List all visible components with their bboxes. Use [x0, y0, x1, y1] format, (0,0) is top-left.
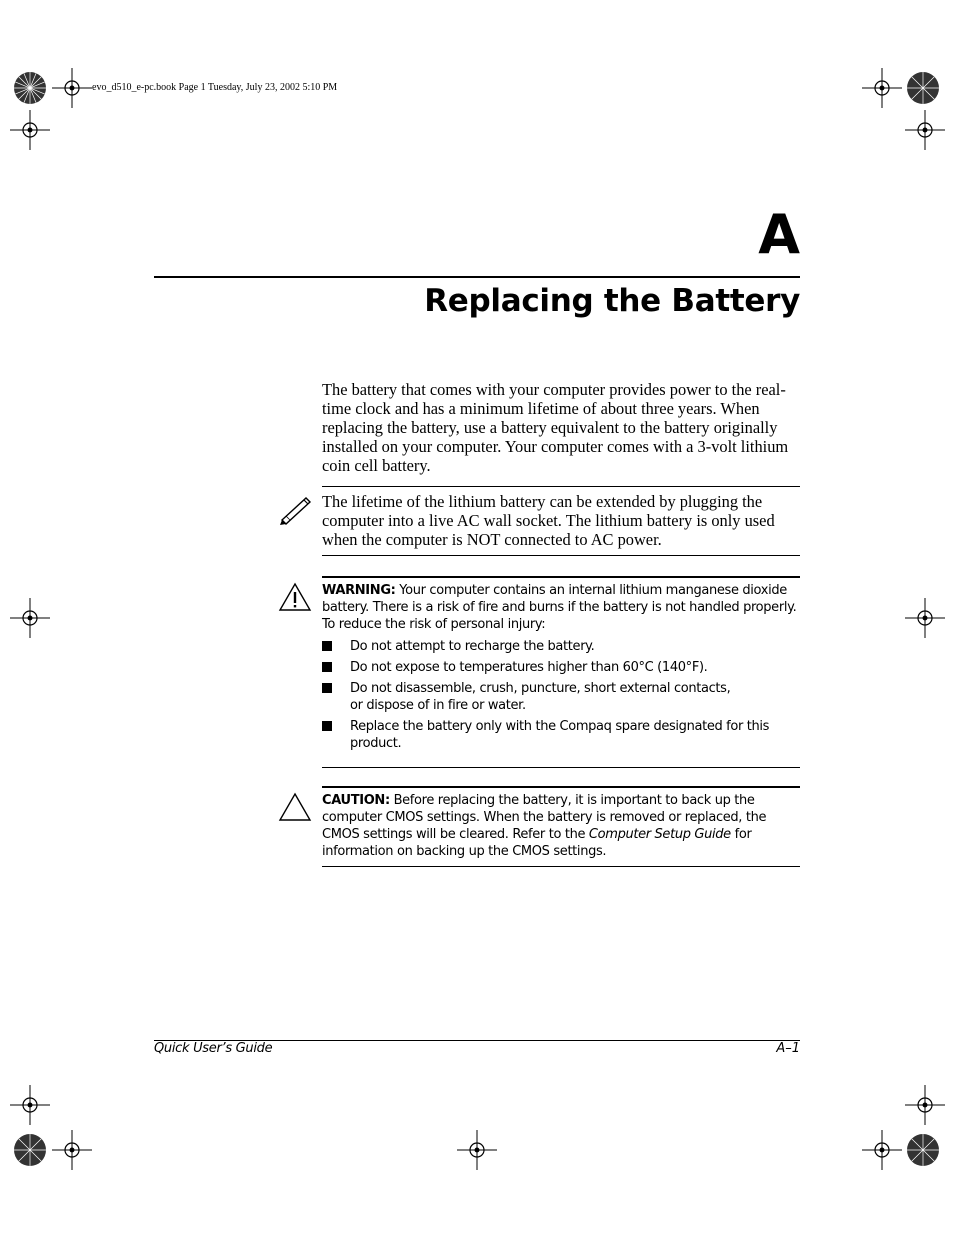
- intro-paragraph: The battery that comes with your computer provides power to the real-time clock and has a minimum lifetime of about three years. When replacing the battery, use a battery equivalent to the battery originally installed on your computer. Your computer comes with a 3-volt lithium coin cell battery.: [322, 380, 789, 475]
- registration-starburst-icon: [903, 1130, 943, 1170]
- warning-label: WARNING:: [322, 583, 396, 598]
- registration-crosshair-icon: [52, 68, 92, 108]
- registration-crosshair-icon: [905, 1085, 945, 1125]
- pencil-note-icon: [278, 496, 314, 526]
- registration-starburst-icon: [10, 68, 50, 108]
- chapter-title: Replacing the Battery: [424, 283, 800, 319]
- chapter-letter: A: [758, 203, 800, 266]
- list-item: Do not expose to temperatures higher than 60°C (140°F).: [322, 659, 800, 676]
- footer-guide-title: Quick User’s Guide: [154, 1041, 273, 1056]
- registration-starburst-icon: [903, 68, 943, 108]
- registration-crosshair-icon: [905, 110, 945, 150]
- registration-crosshair-icon: [862, 1130, 902, 1170]
- warning-triangle-icon: [278, 582, 312, 612]
- caution-bottom-rule: [322, 866, 800, 867]
- guide-name: Computer Setup Guide: [588, 827, 731, 842]
- registration-starburst-icon: [10, 1130, 50, 1170]
- registration-crosshair-icon: [862, 68, 902, 108]
- registration-crosshair-icon: [52, 1130, 92, 1170]
- caution-label: CAUTION:: [322, 793, 390, 808]
- warning-bottom-rule: [322, 767, 800, 768]
- warning-top-rule: [322, 576, 800, 578]
- page-number: A–1: [776, 1041, 800, 1056]
- warning-paragraph: [322, 582, 800, 633]
- bullet-square-icon: [322, 721, 332, 731]
- registration-crosshair-icon: [10, 1085, 50, 1125]
- note-bottom-rule: [322, 555, 800, 556]
- bullet-square-icon: [322, 641, 332, 651]
- note-top-rule: [322, 486, 800, 487]
- warning-list: [322, 638, 800, 756]
- registration-crosshair-icon: [10, 110, 50, 150]
- note-text: The lifetime of the lithium battery can be extended by plugging the computer into a live AC wall socket. The lithium battery is only used when the computer is NOT connected to AC power.: [322, 492, 775, 549]
- bullet-square-icon: [322, 683, 332, 693]
- caution-top-rule: [322, 786, 800, 788]
- caution-triangle-icon: [278, 792, 312, 822]
- registration-crosshair-icon: [905, 598, 945, 638]
- caution-paragraph: CAUTION: Before replacing the battery, it is important to back up the computer CMOS settings. When the battery is removed or replaced, the CMOS settings will be cleared. Refer to the Computer Setup Guide for information on backing up the CMOS settings.: [322, 793, 767, 859]
- registration-crosshair-icon: [10, 598, 50, 638]
- list-item: Do not attempt to recharge the battery.: [322, 638, 800, 655]
- print-header: evo_d510_e-pc.book Page 1 Tuesday, July 23, 2002 5:10 PM: [92, 82, 338, 93]
- warning-text: Your computer contains an internal lithium manganese dioxide battery. There is a risk of fire and burns if the battery is not handled properly. To reduce the risk of personal injury:: [322, 583, 797, 632]
- list-item: Replace the battery only with the Compaq spare designated for this product.: [322, 718, 800, 752]
- bullet-square-icon: [322, 662, 332, 672]
- list-item: Do not disassemble, crush, puncture, short external contacts, or dispose of in fire or water.: [322, 680, 800, 714]
- chapter-rule: [154, 276, 800, 278]
- registration-crosshair-icon: [457, 1130, 497, 1170]
